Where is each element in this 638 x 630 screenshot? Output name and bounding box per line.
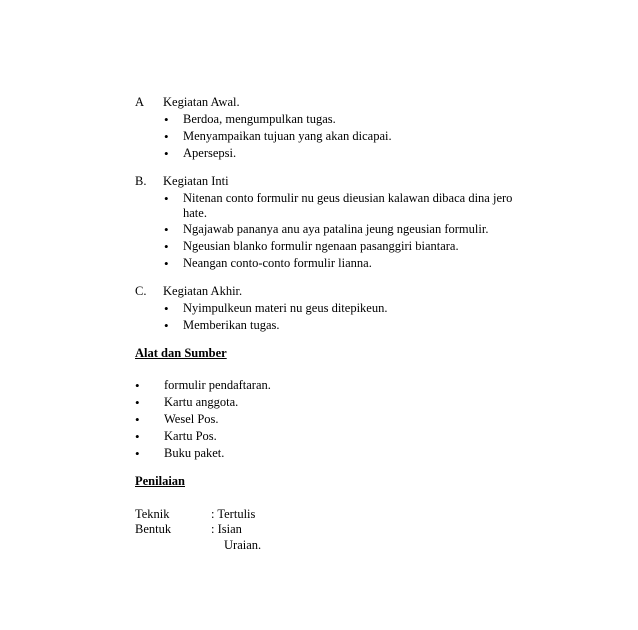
section-b-item: Nitenan conto formulir nu geus dieusian kalawan dibaca dina jero xyxy=(183,191,513,205)
penilaian-heading: Penilaian xyxy=(135,474,186,488)
bullet-icon: • xyxy=(164,222,169,237)
bullet-icon: • xyxy=(164,301,169,316)
bullet-icon: • xyxy=(164,318,169,333)
bullet-icon: • xyxy=(135,395,140,410)
section-a-item: Berdoa, mengumpulkan tugas. xyxy=(183,112,336,126)
alat-item: Kartu anggota. xyxy=(164,395,239,409)
bullet-icon: • xyxy=(135,378,140,393)
alat-item: formulir pendaftaran. xyxy=(164,378,271,392)
bullet-icon: • xyxy=(135,429,140,444)
section-b-item: Ngeusian blanko formulir ngenaan pasanggiri biantara. xyxy=(183,239,459,253)
bentuk-label: Bentuk xyxy=(135,522,172,536)
section-c-item: Memberikan tugas. xyxy=(183,318,280,332)
bullet-icon: • xyxy=(164,239,169,254)
section-a-title: Kegiatan Awal. xyxy=(163,95,240,109)
bullet-icon: • xyxy=(164,191,169,206)
teknik-value: : Tertulis xyxy=(211,507,256,521)
bullet-icon: • xyxy=(164,112,169,127)
alat-item: Wesel Pos. xyxy=(164,412,219,426)
alat-item: Buku paket. xyxy=(164,446,225,460)
bullet-icon: • xyxy=(164,129,169,144)
bullet-icon: • xyxy=(135,412,140,427)
section-b-item: Ngajawab pananya anu aya patalina jeung ngeusian formulir. xyxy=(183,222,489,236)
section-b-item: Neangan conto-conto formulir lianna. xyxy=(183,256,372,270)
section-c-item: Nyimpulkeun materi nu geus ditepikeun. xyxy=(183,301,388,315)
section-c-title: Kegiatan Akhir. xyxy=(163,284,243,298)
bentuk-value: : Isian xyxy=(211,522,242,536)
bullet-icon: • xyxy=(164,256,169,271)
teknik-label: Teknik xyxy=(135,507,170,521)
bullet-icon: • xyxy=(135,446,140,461)
section-a-letter: A xyxy=(135,95,145,109)
section-a-item: Apersepsi. xyxy=(183,146,237,160)
alat-heading: Alat dan Sumber xyxy=(135,346,227,360)
bullet-icon: • xyxy=(164,146,169,161)
bentuk-value-2: Uraian. xyxy=(224,538,262,552)
section-a-item: Menyampaikan tujuan yang akan dicapai. xyxy=(183,129,392,143)
section-b-letter: B. xyxy=(135,174,147,188)
alat-item: Kartu Pos. xyxy=(164,429,217,443)
section-b-title: Kegiatan Inti xyxy=(163,174,229,188)
section-b-item-continuation: hate. xyxy=(183,206,207,220)
section-c-letter: C. xyxy=(135,284,147,298)
